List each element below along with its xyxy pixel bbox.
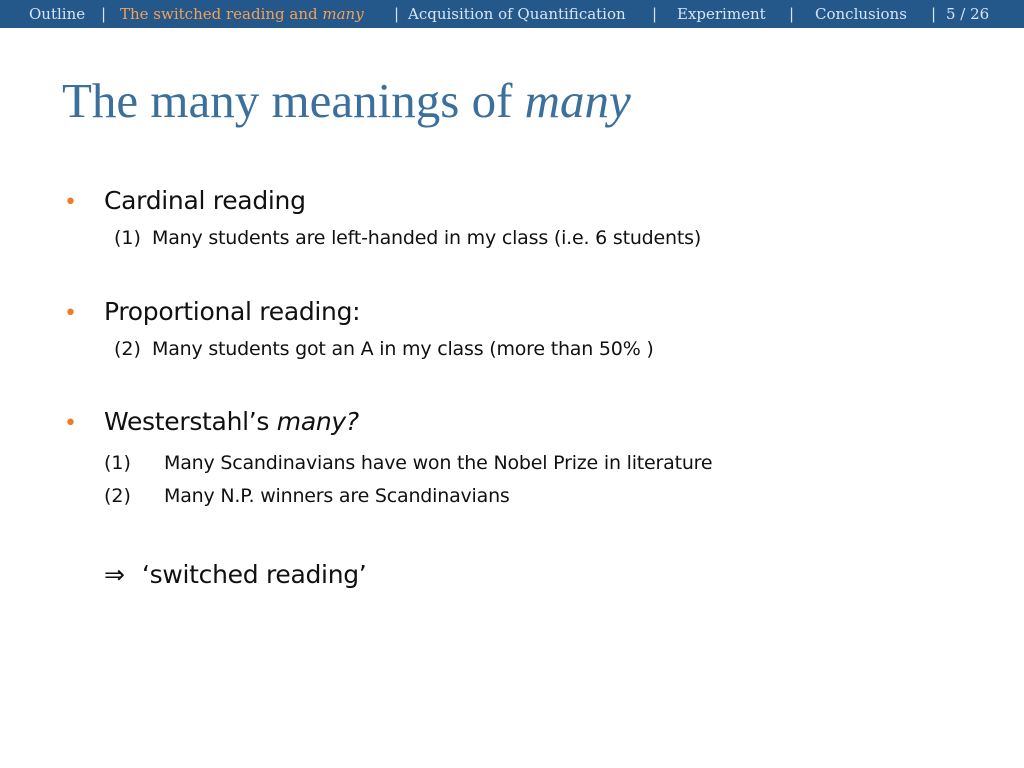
nav-section-switched-reading[interactable] <box>120 5 364 23</box>
westerstahl-label <box>104 407 359 436</box>
example-number: (1) <box>114 227 141 249</box>
example-number: (2) <box>104 485 131 507</box>
example-number: (2) <box>114 338 141 360</box>
nav-separator: | <box>394 5 400 23</box>
title-italic: many <box>524 73 631 128</box>
bullet-dot: • <box>64 190 77 215</box>
nav-separator: | <box>652 5 658 23</box>
nav-section-prefix: The switched reading and <box>120 5 318 23</box>
nav-separator: | <box>101 5 107 23</box>
westerstahl-italic: many? <box>276 407 359 436</box>
bullet-dot: • <box>64 411 77 436</box>
switched-reading-conclusion: ‘switched reading’ <box>142 560 367 589</box>
nav-acquisition[interactable]: Acquisition of Quantification <box>408 5 626 23</box>
nav-experiment[interactable]: Experiment <box>677 5 766 23</box>
page-counter: 5 / 26 <box>946 5 990 23</box>
nav-conclusions[interactable]: Conclusions <box>815 5 907 23</box>
nav-outline[interactable]: Outline <box>29 5 86 23</box>
proportional-reading-label: Proportional reading: <box>104 297 361 326</box>
westerstahl-example-1: Many Scandinavians have won the Nobel Prize in literature <box>164 452 713 474</box>
cardinal-reading-label: Cardinal reading <box>104 186 306 215</box>
westerstahl-prefix: Westerstahl’s <box>104 407 270 436</box>
cardinal-example: Many students are left-handed in my class (i.e. 6 students) <box>152 227 702 249</box>
proportional-example: Many students got an A in my class (more than 50% ) <box>152 338 654 360</box>
example-number: (1) <box>104 452 131 474</box>
nav-separator: | <box>931 5 937 23</box>
westerstahl-example-2: Many N.P. winners are Scandinavians <box>164 485 510 507</box>
nav-separator: | <box>789 5 795 23</box>
bullet-dot: • <box>64 301 77 326</box>
implies-arrow-icon: ⇒ <box>104 560 125 589</box>
slide-title <box>62 72 631 129</box>
navigation-bar <box>0 0 1024 28</box>
nav-section-italic: many <box>322 5 364 23</box>
title-prefix: The many meanings of <box>62 73 513 128</box>
